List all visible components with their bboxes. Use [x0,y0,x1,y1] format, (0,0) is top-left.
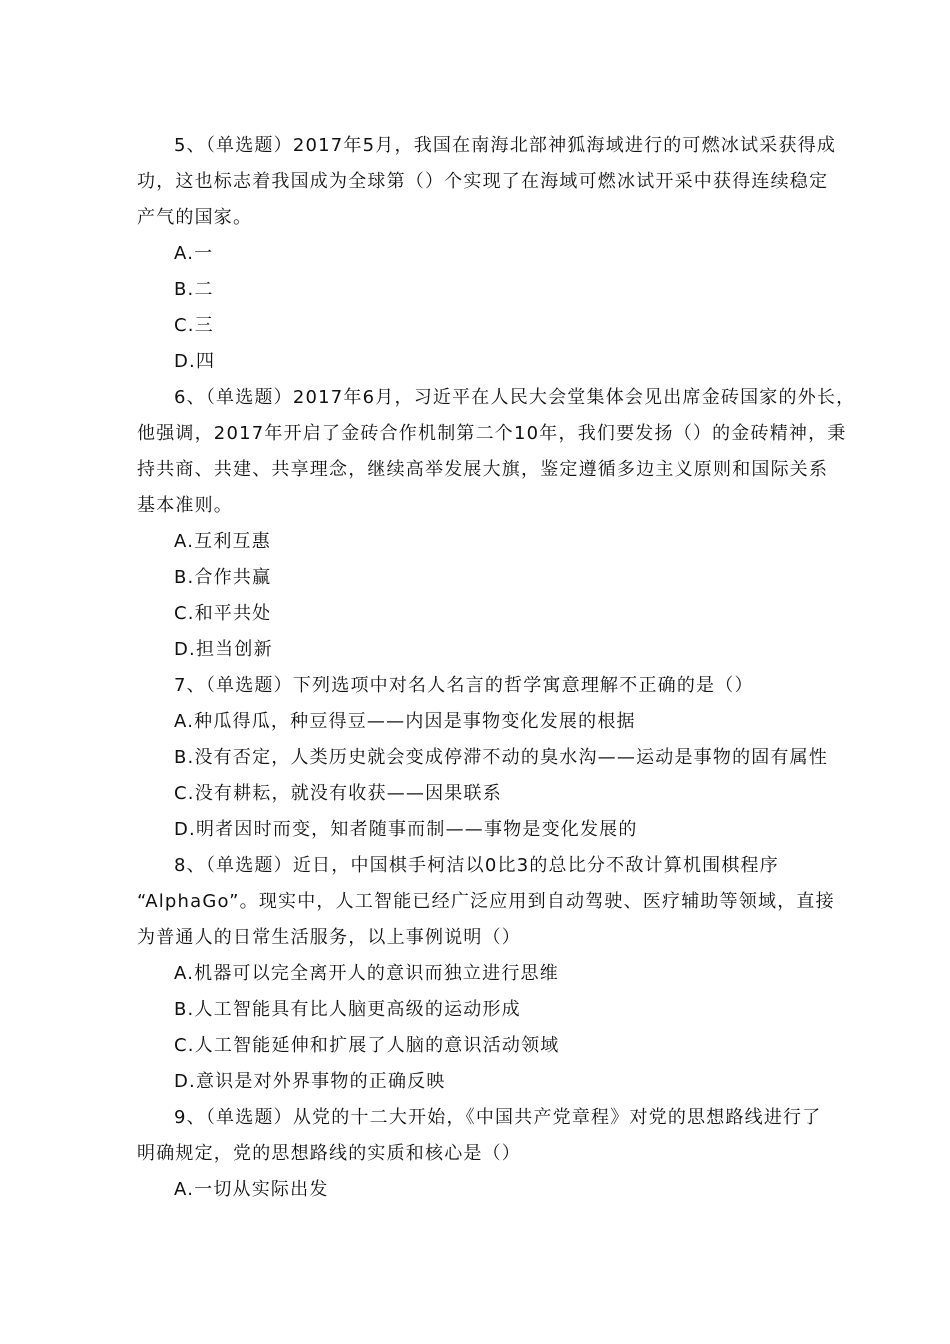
question-5-option-c: C.三 [174,315,214,336]
question-8-stem-line: 为普通人的日常生活服务，以上事例说明（） [137,927,521,948]
question-8-option-a: A.机器可以完全离开人的意识而独立进行思维 [174,963,559,984]
question-7-option-a: A.种瓜得瓜，种豆得豆——内因是事物变化发展的根据 [174,711,636,732]
question-5-option-a: A.一 [174,243,214,264]
question-7-option-d: D.明者因时而变，知者随事而制——事物是变化发展的 [174,819,638,840]
question-6-option-b: B.合作共赢 [174,567,272,588]
question-8-option-c: C.人工智能延伸和扩展了人脑的意识活动领域 [174,1035,560,1056]
question-8-stem-line: 8、（单选题）近日，中国棋手柯洁以0比3的总比分不敌计算机围棋程序 [174,855,779,876]
question-8 [137,848,837,1100]
question-7-option-b: B.没有否定，人类历史就会变成停滞不动的臭水沟——运动是事物的固有属性 [174,747,829,768]
question-5-option-d: D.四 [174,351,216,372]
question-5-stem-line: 5、（单选题）2017年5月，我国在南海北部神狐海域进行的可燃冰试采获得成 [174,135,837,156]
question-5 [137,128,837,380]
question-6-stem-line: 持共商、共建、共享理念，继续高举发展大旗，鉴定遵循多边主义原则和国际关系 [137,459,829,480]
question-5-option-b: B.二 [174,279,214,300]
question-9 [137,1100,837,1208]
question-7 [137,668,837,848]
question-9-option-a: A.一切从实际出发 [174,1179,329,1200]
question-9-stem-line: 明确规定，党的思想路线的实质和核心是（） [137,1143,521,1164]
question-6-stem-line: 6、（单选题）2017年6月，习近平在人民大会堂集体会见出席金砖国家的外长， [174,387,856,408]
question-6 [137,380,856,668]
question-6-option-c: C.和平共处 [174,603,272,624]
question-6-stem-line: 他强调，2017年开启了金砖合作机制第二个10年，我们要发扬（）的金砖精神，秉 [137,423,847,444]
question-8-option-b: B.人工智能具有比人脑更高级的运动形成 [174,999,521,1020]
question-5-stem-line: 产气的国家。 [137,207,253,228]
question-list [137,128,856,1208]
question-5-stem-line: 功，这也标志着我国成为全球第（）个实现了在海域可燃冰试开采中获得连续稳定 [137,171,829,192]
question-8-stem-line: “AlphaGo”。现实中，人工智能已经广泛应用到自动驾驶、医疗辅助等领域，直接 [137,891,835,912]
question-7-stem-line: 7、（单选题）下列选项中对名人名言的哲学寓意理解不正确的是（） [174,675,754,696]
question-9-stem-line: 9、（单选题）从党的十二大开始，《中国共产党章程》对党的思想路线进行了 [174,1107,822,1128]
question-6-stem-line: 基本准则。 [137,495,233,516]
question-8-option-d: D.意识是对外界事物的正确反映 [174,1071,446,1092]
question-6-option-d: D.担当创新 [174,639,273,660]
question-6-option-a: A.互利互惠 [174,531,271,552]
question-7-option-c: C.没有耕耘，就没有收获——因果联系 [174,783,502,804]
